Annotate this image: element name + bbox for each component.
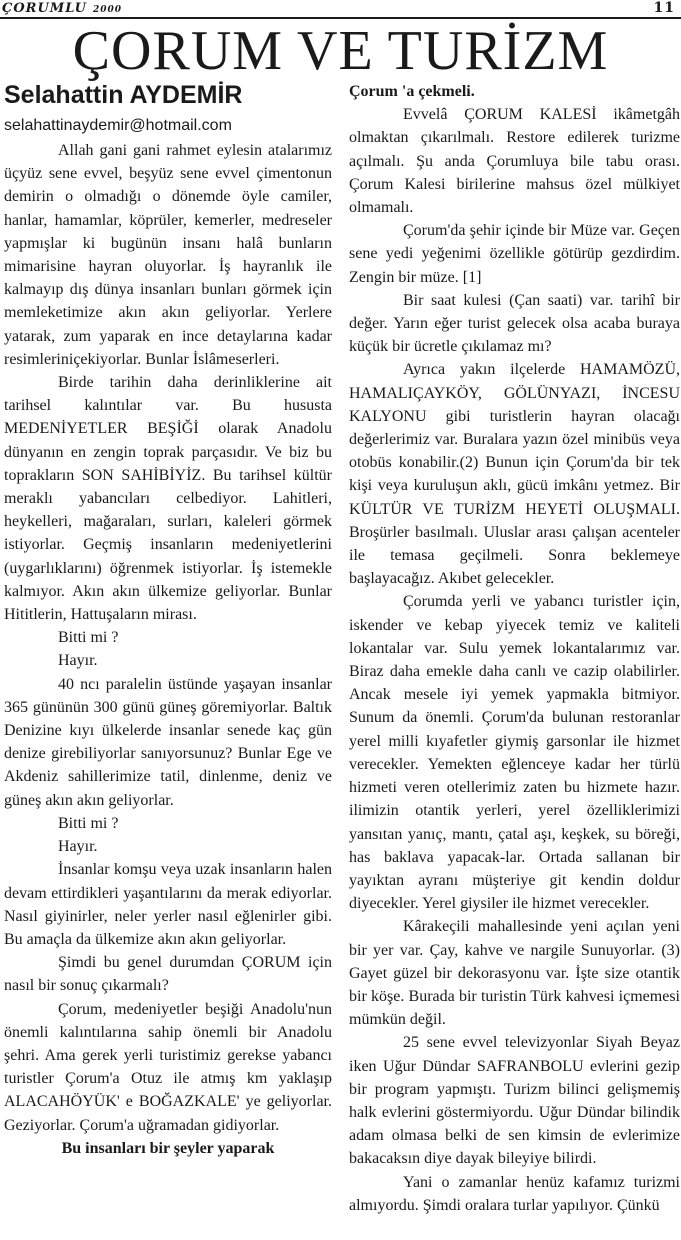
paragraph: Hayır.: [58, 652, 98, 670]
paragraph: Şimdi bu genel durumdan ÇORUM için nasıl bir sonuç çıkarmalı?: [4, 954, 332, 995]
paragraph: Allah gani gani rahmet eylesin atalarımız üçyüz sene evvel, beşyüz sene evvel çimentonun demirin o olmadığı o dönemde öyle camiler, hanlar, hamamlar, köprüler, kemerler, medreseler yapmışlar ki bugünün insanı halâ bunların mimarisine hayran oluyorlar. İş hayranlık ile kalmayıp dış dünya insanları bunları görmek için memleketimize akın akın geliyorlar. Yerlere yatarak, zum yaparak en ince detaylarına kadar resimleriniçekiyorlar. Bunlar İslâmeserleri.: [4, 142, 332, 368]
masthead-title: ÇORUMLU: [2, 1, 87, 16]
paragraph: Çorumda yerli ve yabancı turistler için, iskender ve kebap yiyecek temiz ve kaliteli lokantalar var. Sulu yemek lokantalarımız var. Biraz daha emekle daha canlı ve cazip olabilirler. Ancak mesele iyi yemek yapmakla bitmiyor. Sunum da önemli. Çorum'da bulunan restoranlar yerel milli kıyafetler giymiş garsonlar ile hizmet verecekler. Yemekten eğlenceye kadar her türlü hizmeti veren otellerimiz zaten bu hizmete hazır. ilimizin otantik yerleri, yerel özelliklerimizi yansıtan yanıç, mantı, çatal aşı, keşkek, su böreği, has baklava yapacak-lar. Ortada sallanan bir yayıktan ayranı müşteriye git kendin doldur diyecekler. Yerel giysiler ile hizmet verecekler.: [349, 593, 680, 913]
paragraph: Çorum'da şehir içinde bir Müze var. Geçen sene yedi yeğenimi özellikle götürüp gezdirdim. Zengin bir müze. [1]: [349, 222, 680, 286]
paragraph: Bitti mi ?: [58, 814, 119, 832]
paragraph: Bir saat kulesi (Çan saati) var. tarihî bir değer. Yarın eğer turist gelecek olsa acaba buraya küçük bir ücretle çıkılamaz mı?: [349, 291, 680, 356]
page-header: [0, 0, 681, 20]
paragraph: İnsanlar komşu veya uzak insanların halen devam ettirdikleri yaşantılarını da merak ediyorlar. Nasıl giyinirler, neler yerler nasıl eğlenirler gibi. Bu amaçla da ülkemize akın akın geliyorlar.: [4, 861, 332, 948]
paragraph: Ayrıca yakın ilçelerde HAMAMÖZÜ, HAMALIÇAYKÖY, GÖLÜNYAZI, İNCESU KALYONU gibi turistlerin hayran olacağı değerlerimiz var. Buralara yazın özel minibüs veya otobüs konabilir.(2) Bunun için Çorum'da bir tek kişi veya kuruluşun aklı, gücü imkânı yetmez. Bir KÜLTÜR VE TURİZM HEYETİ OLUŞMALI. Broşürler basılmalı. Uluslar arası çalışan acenteler ile temasa geçilmeli. Sonra beklemeye başlayacağız. Akıbet gelecekler.: [349, 361, 680, 588]
masthead: [2, 1, 122, 16]
paragraph: Hayır.: [58, 838, 98, 856]
paragraph: 40 ncı paralelin üstünde yaşayan insanlar 365 gününün 300 günü güneş göremiyorlar. Baltık Denizine kıyı ülkelerde insanlar senede kaç gün denize girebiliyorlar sanıyorsunuz? Bunlar Ege ve Akdeniz sahillerimize tatil, dinlenme, deniz ve güneş akın akın geliyorlar.: [4, 675, 332, 809]
article-title: ÇORUM VE TURİZM: [72, 20, 609, 82]
author-name: Selahattin AYDEMİR: [4, 81, 243, 109]
paragraph: Birde tarihin daha derinliklerine ait tarihsel kalıntılar var. Bu hususta MEDENİYETLER BEŞİĞİ olarak Anadolu dünyanın en zengin toprak parçasıdır. Ve biz bu toprakların SON SAHİBİYİZ. Bu tarihsel kültür meraklı yabancıları celbediyor. Lahitleri, heykelleri, mağaraları, surları, kaleleri görmek istiyorlar. Geçmiş insanların medeniyetlerini (uygarlıklarını) öğrenmek istiyorlar. İş istemekle kalmıyor. Akın akın ülkemize geliyorlar. Bunlar Hititlerin, Hattuşaların mirası.: [4, 374, 332, 624]
paragraph: Bitti mi ?: [58, 629, 119, 647]
author-email: selahattinaydemir@hotmail.com: [4, 117, 232, 134]
right-column: [349, 80, 680, 1217]
paragraph: Evvelâ ÇORUM KALESİ ikâmetgâh olmaktan çıkarılmalı. Restore edilerek turizme açılmalı. Şu anda Çorumluya bile tabu orası. Çorum Kalesi birilerine mahsus özel mülkiyet olmamalı.: [349, 106, 680, 217]
page-number: 11: [653, 0, 675, 16]
paragraph: Kârakeçili mahallesinde yeni açılan yeni bir yer var. Çay, kahve ve nargile Sunuyorlar. (3) Gayet güzel bir dekorasyonu var. İşte size otantik bir köşe. Burada bir turistin Türk kahvesi içmemesi mümkün değil.: [349, 918, 680, 1029]
header-rule: [0, 17, 681, 19]
paragraph: Çorum, medeniyetler beşiği Anadolu'nun önemli kalıntılarına sahip önemli bir Anadolu şehri. Ama gerek yerli turistimiz gerekse yabancı turistler Çorum'a Otuz ile atmış km yaklaşıp ALACAHÖYÜK' e BOĞAZKALE' ye geliyorlar. Geziyorlar. Çorum'a uğramadan gidiyorlar.: [4, 1000, 332, 1134]
right-column-lead: Çorum 'a çekmeli.: [349, 83, 475, 100]
left-column: [4, 139, 332, 1160]
paragraph: 25 sene evvel televizyonlar Siyah Beyaz iken Uğur Dündar SAFRANBOLU evlerini gezip bir program yapmıştı. Turizm bilinci gelişmemiş halk evlerini göstermiyordu. Uğur Dündar bilindik adam olmasa belki de sen kimsin de evlerimize bakacaksın diye dayak bileyiye bilirdi.: [349, 1034, 680, 1168]
paragraph: Yani o zamanlar henüz kafamız turizmi almıyordu. Şimdi oralara turlar yapılıyor. Çünkü: [349, 1173, 680, 1214]
left-column-tail: Bu insanları bir şeyler yaparak: [61, 1139, 275, 1157]
masthead-year: 2000: [92, 5, 123, 15]
